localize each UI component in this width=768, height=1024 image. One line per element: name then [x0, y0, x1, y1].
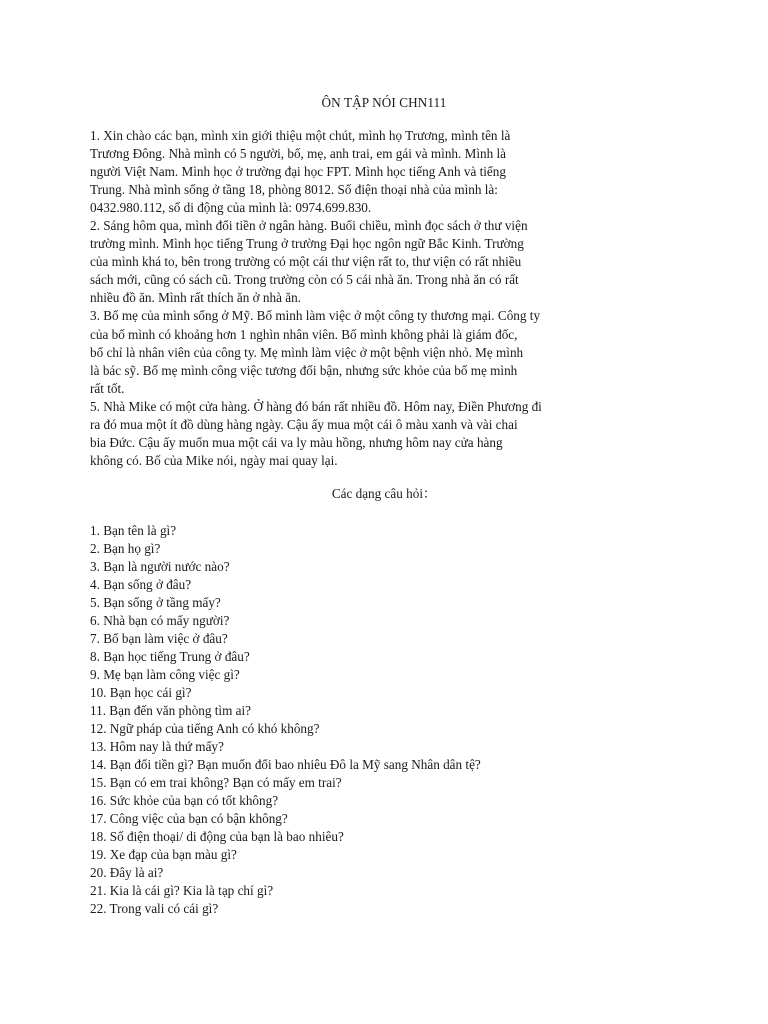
- passage-5: [90, 398, 610, 470]
- section-heading: Các dạng câu hỏi：: [331, 486, 437, 501]
- passage-2: [90, 217, 610, 307]
- question-item: 17. Công việc của bạn có bận không?: [90, 811, 288, 826]
- text-line: sách mới, cũng có sách cũ. Trong trường còn có 5 cái nhà ăn. Trong nhà ăn có rất: [90, 272, 519, 288]
- question-item: 22. Trong vali có cái gì?: [90, 901, 219, 916]
- question-item: 21. Kia là cái gì? Kia là tạp chí gì?: [90, 883, 274, 898]
- text-line: 1. Xin chào các bạn, mình xin giới thiệu một chút, mình họ Trương, mình tên là: [90, 128, 511, 143]
- question-list: [90, 522, 481, 918]
- text-line: 5. Nhà Mike có một cửa hàng. Ở hàng đó bán rất nhiều đồ. Hôm nay, Điền Phương đi: [90, 398, 542, 414]
- question-item: 10. Bạn học cái gì?: [90, 685, 192, 700]
- question-item: 4. Bạn sống ở đâu?: [90, 577, 192, 592]
- text-line: bia Đức. Cậu ấy muốn mua một cái va ly màu hồng, nhưng hôm nay cửa hàng: [90, 434, 503, 450]
- text-line: là bác sỹ. Bố mẹ mình công việc tương đối bận, nhưng sức khỏe của bố mẹ mình: [90, 362, 518, 378]
- question-item: 11. Bạn đến văn phòng tìm ai?: [90, 703, 252, 718]
- text-line: 0432.980.112, số di động của mình là: 0974.699.830.: [90, 200, 372, 216]
- text-line: nhiều đồ ăn. Mình rất thích ăn ở nhà ăn.: [90, 290, 301, 306]
- text-line: Trương Đông. Nhà mình có 5 người, bố, mẹ, anh trai, em gái và mình. Mình là: [90, 146, 507, 162]
- text-line: trường mình. Mình học tiếng Trung ở trường Đại học ngôn ngữ Bắc Kinh. Trường: [90, 236, 524, 252]
- question-item: 19. Xe đạp của bạn màu gì?: [90, 847, 237, 862]
- question-item: 8. Bạn học tiếng Trung ở đâu?: [90, 649, 250, 664]
- question-item: 13. Hôm nay là thứ mấy?: [90, 739, 224, 754]
- text-line: của mình khá to, bên trong trường có một cái thư viện rất to, thư viện có rất nhiều: [90, 254, 522, 270]
- question-item: 12. Ngữ pháp của tiếng Anh có khó không?: [90, 721, 320, 736]
- question-item: 18. Số điện thoại/ di động của bạn là bao nhiêu?: [90, 829, 344, 844]
- passage-1: [90, 127, 610, 217]
- question-item: 9. Mẹ bạn làm công việc gì?: [90, 667, 240, 682]
- passage-3: [90, 307, 610, 397]
- question-item: 16. Sức khỏe của bạn có tốt không?: [90, 793, 279, 808]
- question-item: 15. Bạn có em trai không? Bạn có mấy em trai?: [90, 775, 342, 790]
- question-item: 1. Bạn tên là gì?: [90, 523, 177, 538]
- text-line: 3. Bố mẹ của mình sống ở Mỹ. Bố mình làm việc ở một công ty thương mại. Công ty: [90, 308, 541, 324]
- text-line: người Việt Nam. Mình học ở trường đại học FPT. Mình học tiếng Anh và tiếng: [90, 164, 506, 180]
- text-line: không có. Bố của Mike nói, ngày mai quay lại.: [90, 452, 338, 468]
- text-line: rất tốt.: [90, 380, 125, 396]
- text-line: 2. Sáng hôm qua, mình đổi tiền ở ngân hàng. Buổi chiều, mình đọc sách ở thư viện: [90, 218, 528, 234]
- document-title: ÔN TẬP NÓI CHN111: [321, 95, 447, 110]
- question-item: 2. Bạn họ gì?: [90, 541, 161, 556]
- question-item: 6. Nhà bạn có mấy người?: [90, 613, 230, 628]
- reading-passages: [90, 127, 610, 470]
- question-item: 7. Bố bạn làm việc ở đâu?: [90, 631, 228, 646]
- question-item: 5. Bạn sống ở tầng mấy?: [90, 595, 221, 610]
- text-line: bố chỉ là nhân viên của công ty. Mẹ mình làm việc ở một bệnh viện nhỏ. Mẹ mình: [90, 344, 524, 360]
- text-line: ra đó mua một ít đồ dùng hàng ngày. Cậu ấy mua một cái ô màu xanh và vài chai: [90, 416, 518, 432]
- text-line: Trung. Nhà mình sống ở tầng 18, phòng 8012. Số điện thoại nhà của mình là:: [90, 182, 498, 198]
- text-line: của bố mình có khoảng hơn 1 nghìn nhân viên. Bố mình không phải là giám đốc,: [90, 326, 518, 342]
- question-item: 3. Bạn là người nước nào?: [90, 559, 230, 574]
- question-item: 20. Đây là ai?: [90, 865, 164, 880]
- question-item: 14. Bạn đổi tiền gì? Bạn muốn đổi bao nhiêu Đô la Mỹ sang Nhân dân tệ?: [90, 757, 481, 772]
